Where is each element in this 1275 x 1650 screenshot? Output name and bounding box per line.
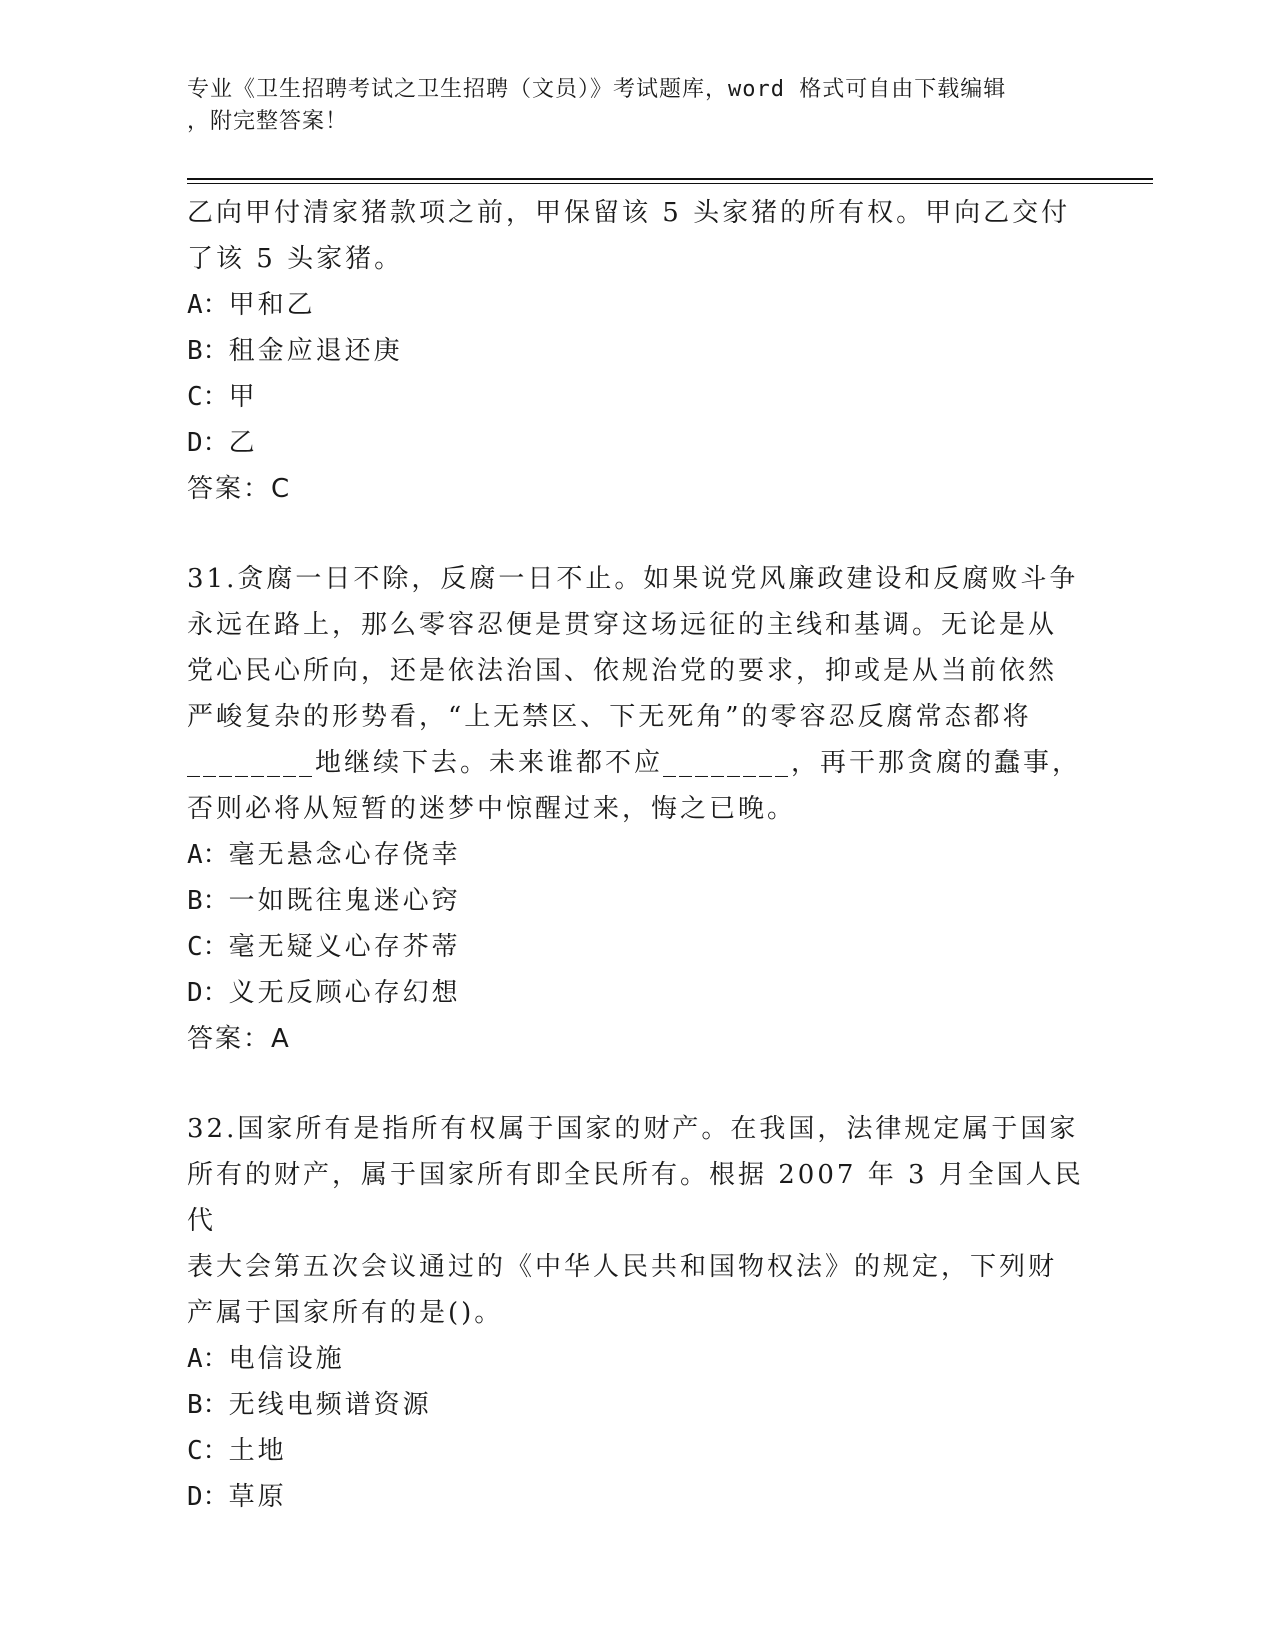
- option-letter: D：: [187, 978, 229, 1008]
- option-d: [187, 970, 1087, 1016]
- question-list: [187, 190, 1087, 1564]
- option-a: [187, 1336, 1087, 1382]
- option-text: 毫无悬念心存侥幸: [228, 840, 461, 870]
- option-text: 电信设施: [228, 1344, 345, 1374]
- option-text: 土地: [228, 1436, 287, 1466]
- question-item: [187, 190, 1087, 512]
- question-stem-line: 严峻复杂的形势看，“上无禁区、下无死角”的零容忍反腐常态都将: [187, 702, 1032, 732]
- option-text: 租金应退还庚: [228, 336, 403, 366]
- option-a: [187, 282, 1087, 328]
- option-c: [187, 374, 1087, 420]
- question-item: [187, 1106, 1087, 1520]
- option-letter: B：: [187, 886, 229, 916]
- option-text: 义无反顾心存幻想: [228, 978, 461, 1008]
- option-letter: B：: [187, 1390, 229, 1420]
- document-header: [187, 74, 1067, 138]
- option-b: [187, 1382, 1087, 1428]
- question-stem-line: 32.国家所有是指所有权属于国家的财产。在我国，法律规定属于国家: [187, 1114, 1079, 1144]
- header-divider-thin: [187, 183, 1153, 184]
- question-stem-line: 乙向甲付清家猪款项之前，甲保留该 5 头家猪的所有权。甲向乙交付: [187, 198, 1071, 228]
- option-text: 草原: [228, 1482, 287, 1512]
- option-letter: A：: [187, 1344, 229, 1374]
- option-letter: C：: [187, 932, 229, 962]
- option-text: 乙: [228, 428, 258, 458]
- header-divider-thick: [187, 178, 1153, 180]
- option-c: [187, 924, 1087, 970]
- option-c: [187, 1428, 1087, 1474]
- option-letter: C：: [187, 382, 229, 412]
- option-b: [187, 878, 1087, 924]
- option-letter: C：: [187, 1436, 229, 1466]
- question-stem-line: 否则必将从短暂的迷梦中惊醒过来，悔之已晚。: [187, 794, 797, 824]
- question-stem-line: 表大会第五次会议通过的《中华人民共和国物权法》的规定，下列财: [187, 1252, 1058, 1282]
- option-letter: A：: [187, 840, 229, 870]
- option-letter: A：: [187, 290, 229, 320]
- option-text: 一如既往鬼迷心窍: [228, 886, 461, 916]
- question-stem-line: 了该 5 头家猪。: [187, 244, 404, 274]
- question-stem-line: 党心民心所向，还是依法治国、依规治党的要求，抑或是从当前依然: [187, 656, 1058, 686]
- question-stem-line: ________地继续下去。未来谁都不应________，再干那贪腐的蠢事，: [187, 748, 1082, 778]
- option-b: [187, 328, 1087, 374]
- option-text: 毫无疑义心存芥蒂: [228, 932, 461, 962]
- option-text: 甲: [228, 382, 258, 412]
- question-stem-line: 永远在路上，那么零容忍便是贯穿这场远征的主线和基调。无论是从: [187, 610, 1058, 640]
- option-d: [187, 1474, 1087, 1520]
- header-line-2: ，附完整答案！: [187, 109, 349, 134]
- option-letter: D：: [187, 1482, 229, 1512]
- answer-line: 答案：C: [187, 474, 292, 504]
- question-stem-line: 所有的财产，属于国家所有即全民所有。根据 2007 年 3 月全国人民代: [187, 1160, 1084, 1236]
- option-a: [187, 832, 1087, 878]
- option-letter: B：: [187, 336, 229, 366]
- answer-line: 答案：A: [187, 1024, 291, 1054]
- header-line-1: 专业《卫生招聘考试之卫生招聘（文员）》考试题库，word 格式可自由下载编辑: [187, 77, 1007, 102]
- question-stem-line: 产属于国家所有的是()。: [187, 1298, 504, 1328]
- option-text: 无线电频谱资源: [228, 1390, 432, 1420]
- option-letter: D：: [187, 428, 229, 458]
- option-d: [187, 420, 1087, 466]
- question-item: [187, 556, 1087, 1062]
- option-text: 甲和乙: [228, 290, 316, 320]
- question-stem-line: 31.贪腐一日不除，反腐一日不止。如果说党风廉政建设和反腐败斗争: [187, 564, 1079, 594]
